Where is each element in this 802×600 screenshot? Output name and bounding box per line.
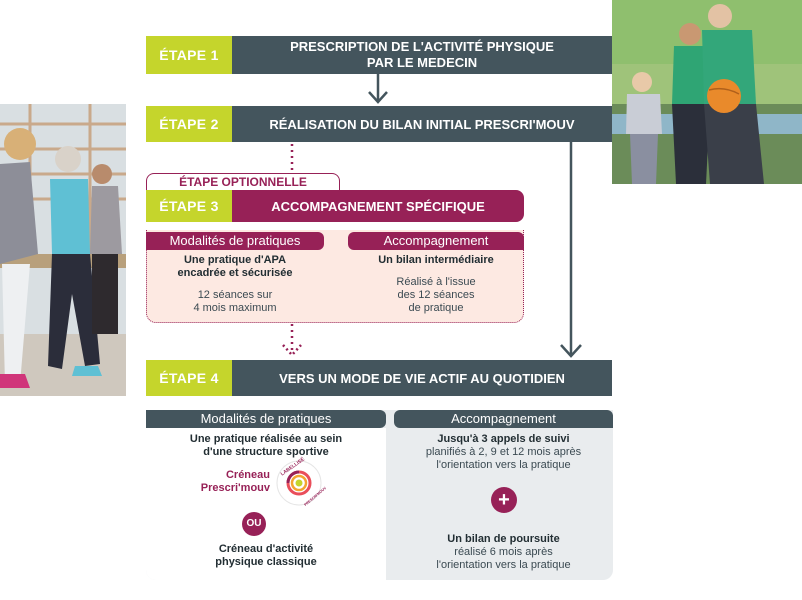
step4-accomp-top (394, 433, 613, 472)
step4-accomp-bold2: Un bilan de poursuite (447, 533, 560, 545)
step3-modalites-line2: 4 mois maximum (193, 302, 277, 314)
step4-accomp-line4: l'orientation vers la pratique (436, 559, 571, 571)
step3-title: ACCOMPAGNEMENT SPÉCIFIQUE (232, 190, 524, 222)
step3-modalites-bold2: encadrée et sécurisée (177, 267, 293, 279)
step2-title: RÉALISATION DU BILAN INITIAL PRESCRI'MOUV (232, 106, 612, 142)
step4-modalites-bold1: Une pratique réalisée au sein (189, 433, 343, 445)
ou-circle: OU (242, 512, 266, 536)
step3-accomp-bold1: Un bilan intermédiaire (378, 254, 494, 266)
step4-modalites-bold2: d'une structure sportive (203, 446, 329, 458)
step4-accomp-line2: l'orientation vers la pratique (436, 459, 571, 471)
step3-label: ÉTAPE 3 (146, 190, 232, 222)
step4-title: VERS UN MODE DE VIE ACTIF AU QUOTIDIEN (232, 360, 612, 396)
step4-accomp-line1: planifiés à 2, 9 et 12 mois après (425, 446, 582, 458)
step3-accomp-line3: de pratique (408, 302, 464, 314)
step4-modalites-intro (146, 433, 386, 459)
step4-accomp-bold1: Jusqu'à 3 appels de suivi (437, 433, 570, 445)
step3-accomp-line2: des 12 séances (397, 289, 475, 301)
step4-accompagnement-header: Accompagnement (394, 410, 613, 428)
creneau-line2: Prescri'mouv (200, 482, 270, 494)
step3-modalites-bold1: Une pratique d'APA (183, 254, 287, 266)
step1-title-line1: PRESCRIPTION DE L'ACTIVITÉ PHYSIQUE (290, 39, 554, 54)
step4-modalites-header: Modalités de pratiques (146, 410, 386, 428)
classic-line1: Créneau d'activité (218, 543, 314, 555)
step4-classic-content (146, 543, 386, 569)
plus-circle-icon: + (491, 487, 517, 513)
step3-accompagnement-content (348, 254, 524, 315)
optional-step-tag: ÉTAPE OPTIONNELLE (146, 173, 340, 190)
step3-accompagnement-header: Accompagnement (348, 232, 524, 250)
svg-text:LABELLISÉ: LABELLISÉ (279, 456, 306, 478)
step3-modalites-content (146, 254, 324, 315)
step4-accomp-bottom (394, 533, 613, 572)
step4-accomp-line3: réalisé 6 mois après (454, 546, 553, 558)
step1-title-line2: PAR LE MEDECIN (366, 55, 478, 70)
step2-label: ÉTAPE 2 (146, 106, 232, 142)
classic-line2: physique classique (215, 556, 317, 568)
step3-modalites-line1: 12 séances sur (197, 289, 273, 301)
labellise-badge-icon (276, 456, 328, 507)
step3-accomp-line1: Réalisé à l'issue (396, 276, 476, 288)
creneau-line1: Créneau (225, 469, 270, 481)
step4-label: ÉTAPE 4 (146, 360, 232, 396)
svg-text:PRESCRI'MOUV: PRESCRI'MOUV (303, 486, 328, 507)
step1-label: ÉTAPE 1 (146, 36, 232, 74)
creneau-prescrimouv-text (186, 469, 270, 495)
step3-modalites-header: Modalités de pratiques (146, 232, 324, 250)
